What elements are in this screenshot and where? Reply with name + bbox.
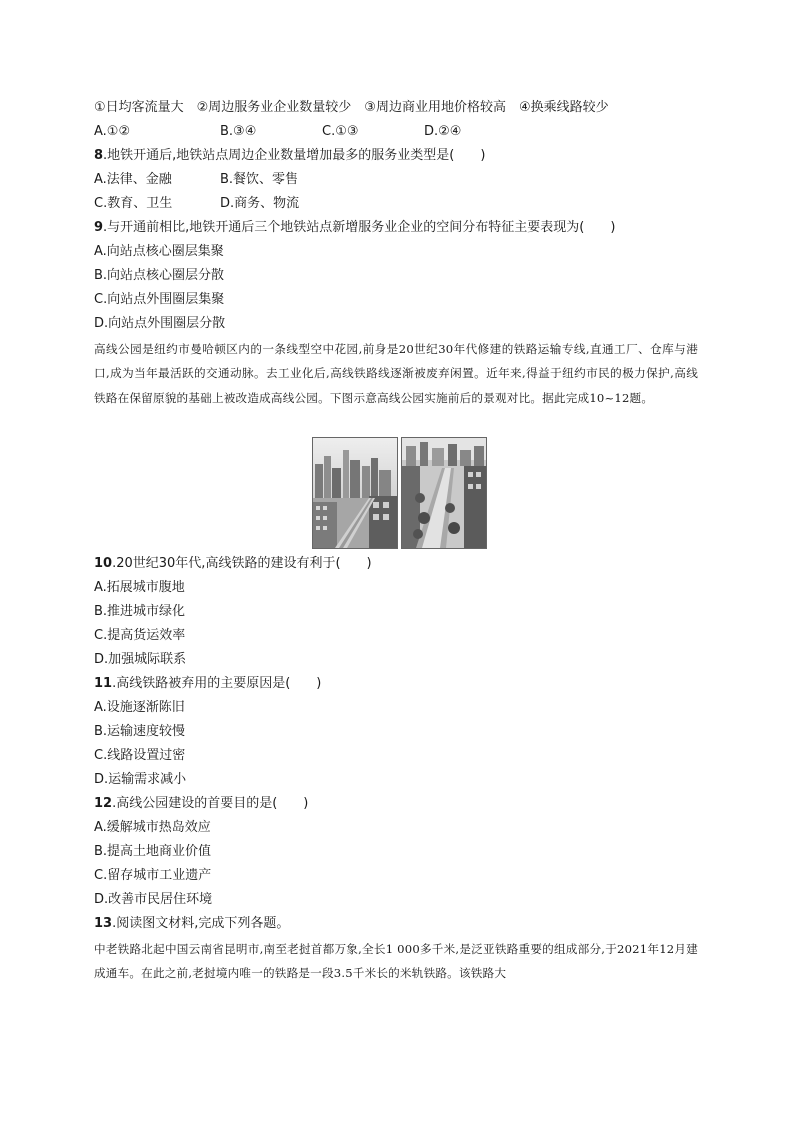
q11-option-c[interactable]: C.线路设置过密 — [94, 748, 186, 763]
q11-stem-text: .高线铁路被弃用的主要原因是( ) — [112, 676, 322, 691]
q7-option-d[interactable]: D.②④ — [424, 124, 462, 139]
q10-stem-text: .20世纪30年代,高线铁路的建设有利于( ) — [112, 556, 372, 571]
q11-option-d[interactable]: D.运输需求减小 — [94, 772, 187, 787]
q9-number: 9 — [94, 220, 104, 235]
q9-option-c[interactable]: C.向站点外围圈层集聚 — [94, 292, 225, 307]
photo-before-high-line-park — [312, 437, 398, 549]
q12-stem — [94, 795, 308, 813]
q8-number: 8 — [94, 148, 104, 163]
q9-option-d[interactable]: D.向站点外围圈层分散 — [94, 316, 226, 331]
q8-option-a[interactable]: A.法律、金融 — [94, 172, 172, 187]
q10-option-c[interactable]: C.提高货运效率 — [94, 628, 186, 643]
q12-stem-text: .高线公园建设的首要目的是( ) — [112, 796, 309, 811]
q9-stem — [94, 219, 615, 237]
q8-option-c[interactable]: C.教育、卫生 — [94, 196, 173, 211]
q10-option-a[interactable]: A.拓展城市腹地 — [94, 580, 185, 595]
q12-option-d[interactable]: D.改善市民居住环境 — [94, 892, 213, 907]
q10-stem — [94, 555, 372, 573]
q10-number: 10 — [94, 556, 113, 571]
q9-stem-text: .与开通前相比,地铁开通后三个地铁站点新增服务业企业的空间分布特征主要表现为( ) — [103, 220, 616, 235]
q8-stem — [94, 147, 485, 165]
q9-option-a[interactable]: A.向站点核心圈层集聚 — [94, 244, 224, 259]
q13-stem — [94, 915, 289, 933]
passage-china-laos-railway: 中老铁路北起中国云南省昆明市,南至老挝首都万象,全长1 000多千米,是泛亚铁路重要的组成部分,于2021年12月建成通车。在此之前,老挝境内唯一的铁路是一段3.5千米长的米轨铁路。该铁路大 — [94, 942, 698, 981]
passage-high-line: 高线公园是纽约市曼哈顿区内的一条线型空中花园,前身是20世纪30年代修建的铁路运输专线,直通工厂、仓库与港口,成为当年最活跃的交通动脉。去工业化后,高线铁路线逐渐被废弃闲置。近年来,得益于纽约市民的极力保护,高线铁路在保留原貌的基础上被改造成高线公园。下图示意高线公园实施前后的景观对比。据此完成10~12题。 — [94, 342, 698, 405]
q8-option-d[interactable]: D.商务、物流 — [220, 196, 300, 211]
q8-option-b[interactable]: B.餐饮、零售 — [220, 172, 299, 187]
q12-number: 12 — [94, 796, 113, 811]
q12-option-b[interactable]: B.提高土地商业价值 — [94, 844, 212, 859]
photo-after-high-line-park — [401, 437, 487, 549]
q13-stem-text: .阅读图文材料,完成下列各题。 — [112, 916, 290, 931]
q7-statements: ①日均客流量大 ②周边服务业企业数量较少 ③周边商业用地价格较高 ④换乘线路较少 — [94, 100, 609, 115]
q11-number: 11 — [94, 676, 113, 691]
q13-number: 13 — [94, 916, 113, 931]
q8-stem-text: .地铁开通后,地铁站点周边企业数量增加最多的服务业类型是( ) — [103, 148, 486, 163]
q11-option-b[interactable]: B.运输速度较慢 — [94, 724, 186, 739]
q11-stem — [94, 675, 321, 693]
q7-option-a[interactable]: A.①② — [94, 124, 131, 139]
q10-option-b[interactable]: B.推进城市绿化 — [94, 604, 186, 619]
photo-after-illustration — [402, 438, 486, 548]
q7-option-c[interactable]: C.①③ — [322, 124, 359, 139]
q11-option-a[interactable]: A.设施逐渐陈旧 — [94, 700, 185, 715]
q9-option-b[interactable]: B.向站点核心圈层分散 — [94, 268, 225, 283]
q12-option-c[interactable]: C.留存城市工业遗产 — [94, 868, 212, 883]
q7-option-b[interactable]: B.③④ — [220, 124, 257, 139]
q10-option-d[interactable]: D.加强城际联系 — [94, 652, 187, 667]
q12-option-a[interactable]: A.缓解城市热岛效应 — [94, 820, 211, 835]
photo-before-illustration — [313, 438, 397, 548]
